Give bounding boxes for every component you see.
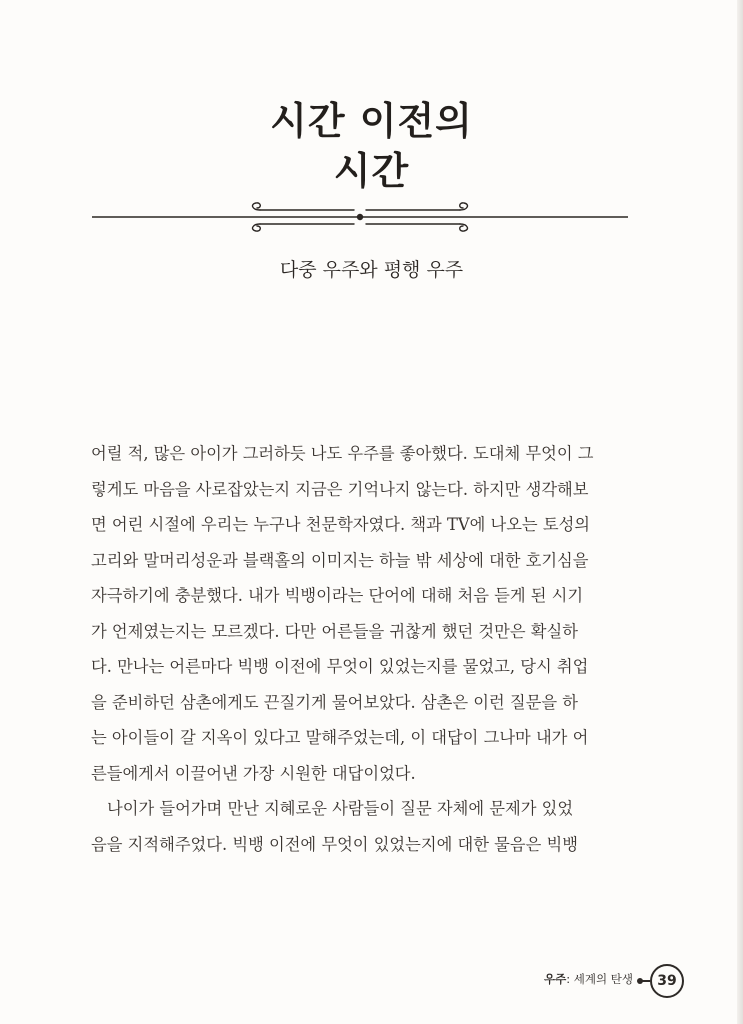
body-line: 가 언제였는지는 모르겠다. 다만 어른들을 귀찮게 했던 것만은 확실하 — [91, 621, 578, 641]
footer-section-title: 세계의 탄생 — [573, 972, 633, 986]
body-line: 다. 만나는 어른마다 빅뱅 이전에 무엇이 있었는지를 물었고, 당시 취업 — [91, 657, 589, 676]
body-line: 음을 지적해주었다. 빅뱅 이전에 무엇이 있었는지에 대한 물음은 빅뱅 — [91, 834, 578, 854]
chapter-title-line-2: 시간 — [333, 149, 410, 193]
footer-book-title: 우주 — [544, 972, 567, 986]
body-line: 고리와 말머리성운과 블랙홀의 이미지는 하늘 밖 세상에 대한 호기심을 — [91, 550, 589, 570]
title-ornament-divider — [92, 200, 628, 234]
chapter-title-line-1: 시간 이전의 — [270, 99, 473, 143]
running-footer — [544, 971, 633, 987]
footer-connector — [642, 980, 650, 982]
body-text — [91, 436, 633, 862]
body-line: 면 어린 시절에 우리는 누구나 천문학자였다. 책과 TV에 나오는 토성의 — [91, 515, 591, 534]
body-line: 을 준비하던 삼촌에게도 끈질기게 물어보았다. 삼촌은 이런 질문을 하 — [91, 692, 578, 712]
footer-separator: : — [566, 972, 571, 986]
body-line: 른들에게서 이끌어낸 가장 시원한 대답이었다. — [91, 763, 416, 783]
body-line: 렇게도 마음을 사로잡았는지 지금은 기억나지 않는다. 하지만 생각해보 — [91, 479, 589, 499]
chapter-subtitle: 다중 우주와 평행 우주 — [279, 259, 464, 281]
page-footer — [0, 963, 743, 999]
body-line: 자극하기에 충분했다. 내가 빅뱅이라는 단어에 대해 처음 듣게 된 시기 — [91, 586, 584, 605]
body-line: 는 아이들이 갈 지옥이 있다고 말해주었는데, 이 대답이 그나마 내가 어 — [91, 728, 589, 747]
body-line-paragraph-start: 나이가 들어가며 만난 지혜로운 사람들이 질문 자체에 문제가 있었 — [107, 799, 574, 818]
body-line: 어릴 적, 많은 아이가 그러하듯 나도 우주를 좋아했다. 도대체 무엇이 그 — [91, 444, 594, 463]
chapter-title — [0, 96, 743, 196]
page-number: 39 — [650, 964, 684, 998]
